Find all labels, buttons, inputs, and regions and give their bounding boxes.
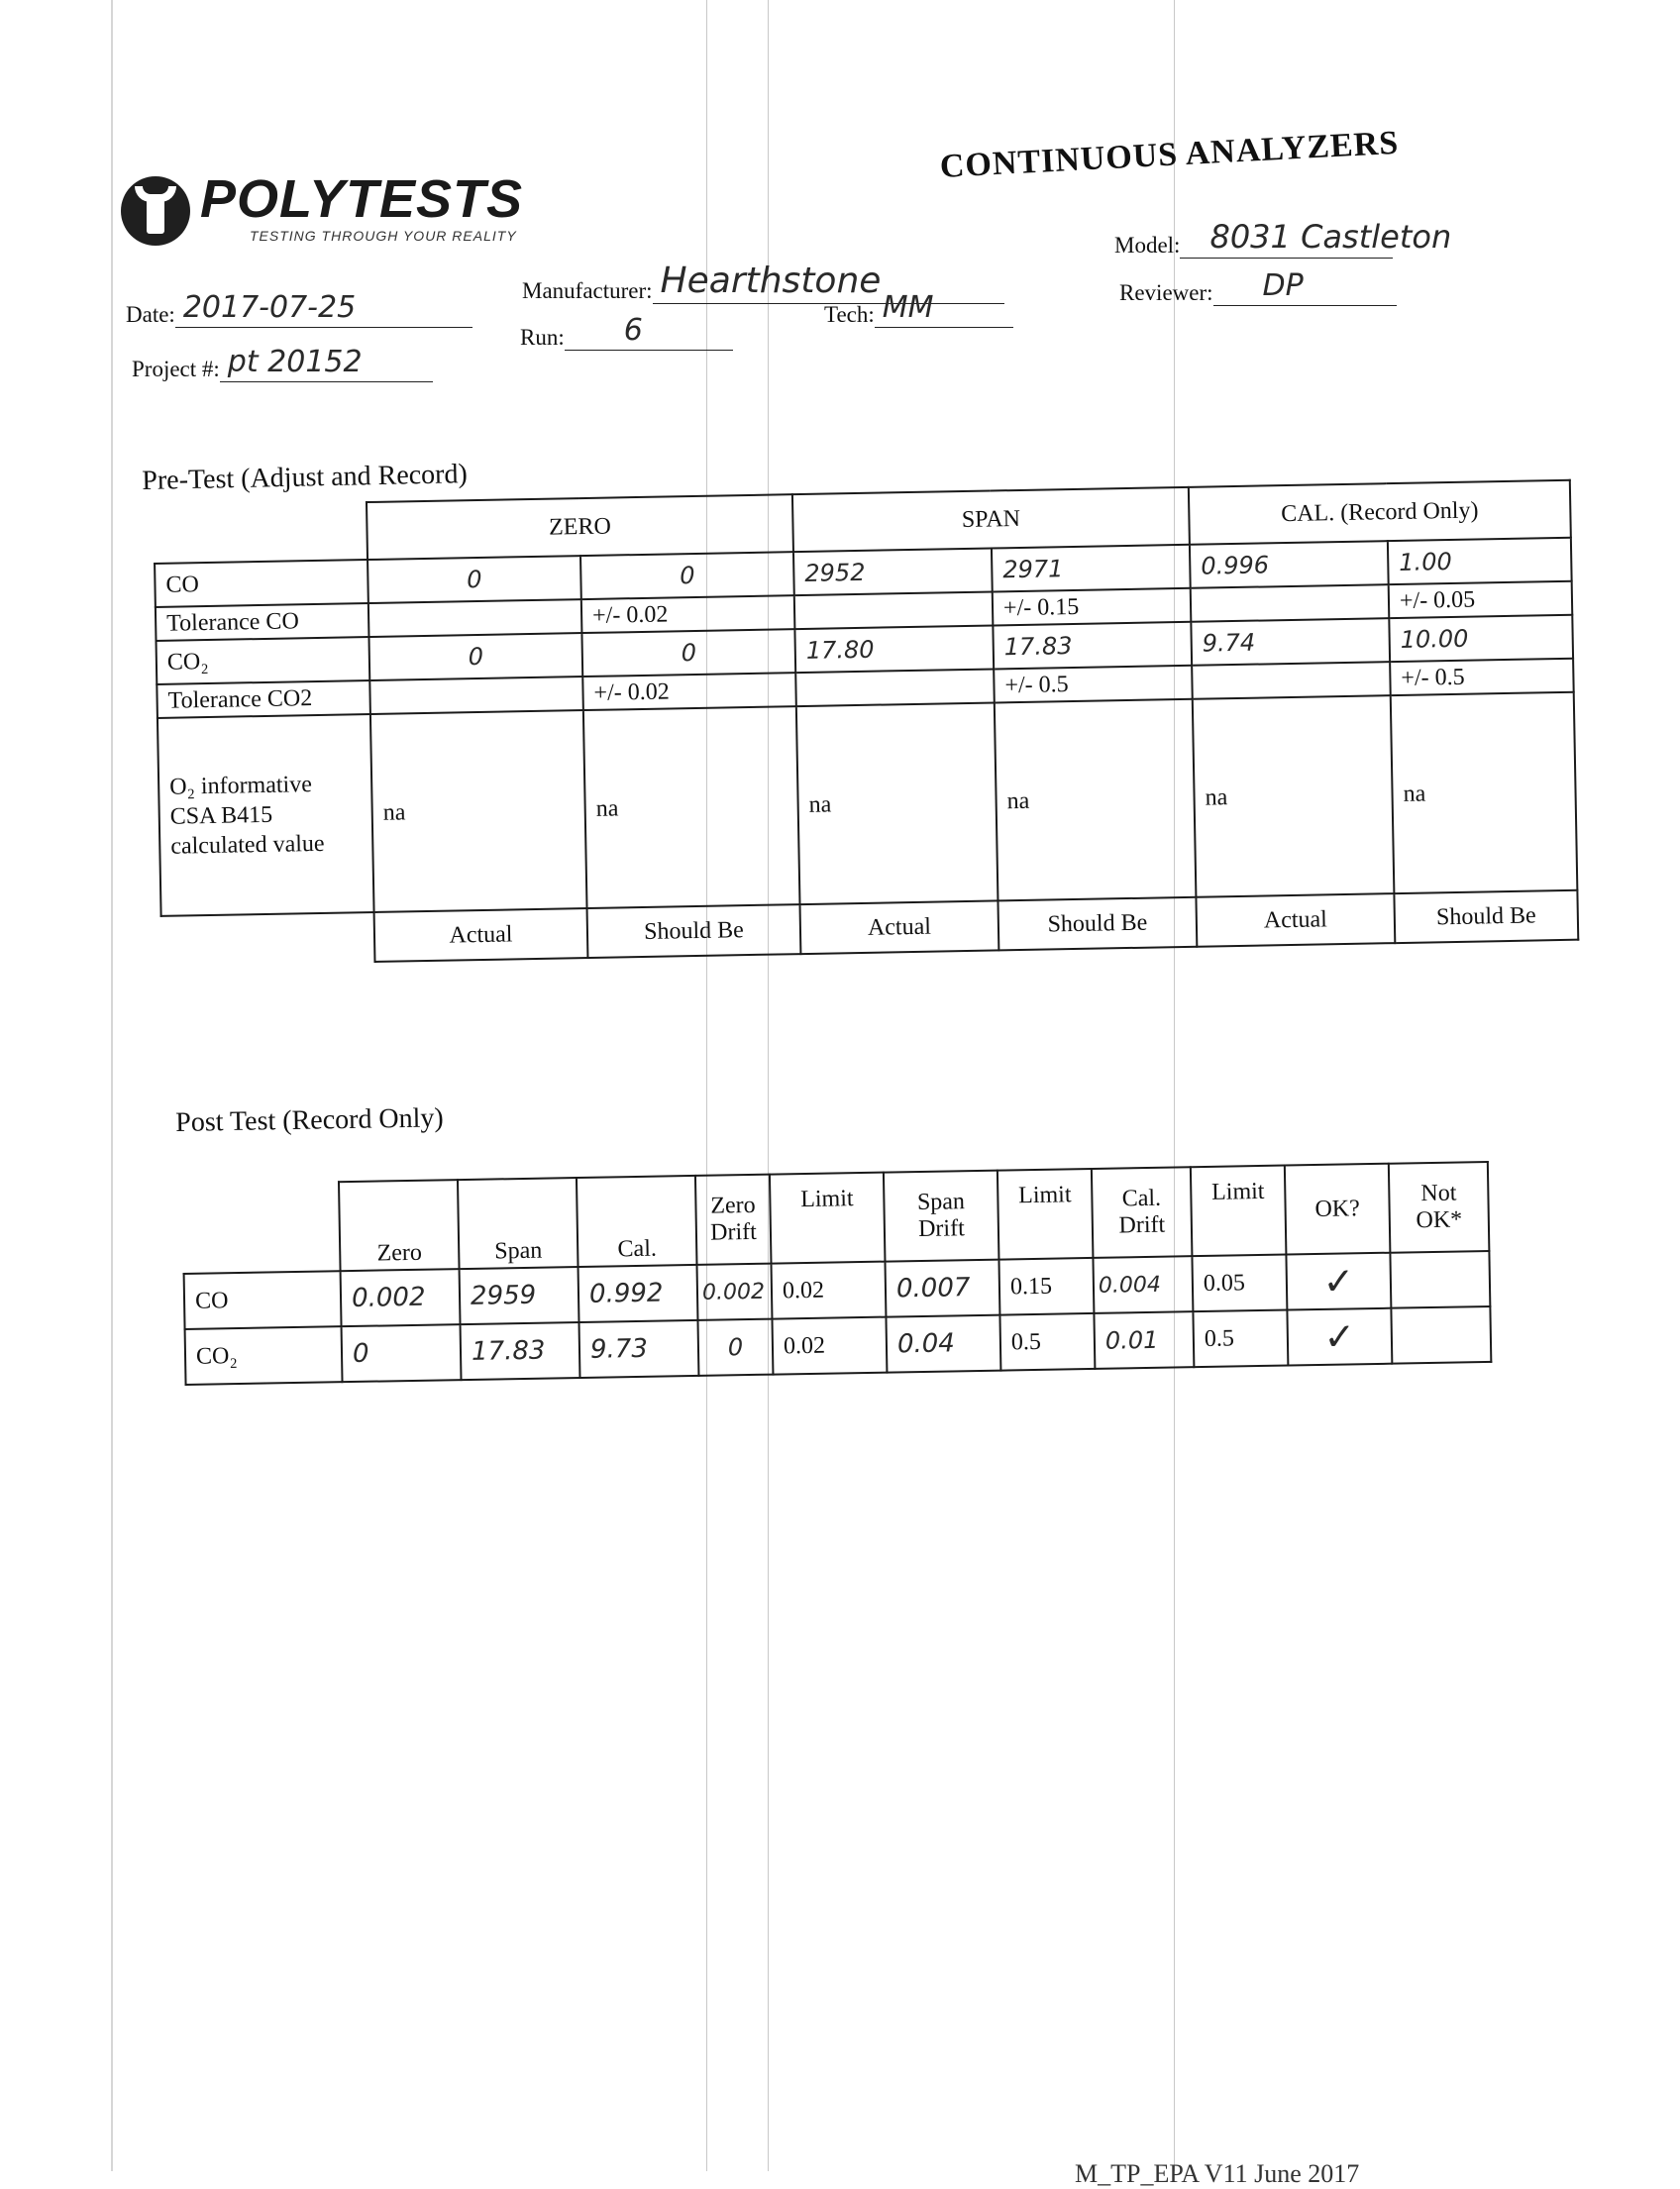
cell: 9.74 [1191,618,1390,666]
ok-checkmark: ✓ [1286,1253,1391,1310]
cell: 0.5 [999,1313,1095,1371]
cell: na [796,702,998,904]
col-header: OK? [1285,1164,1391,1255]
cell: 0 [581,629,795,677]
reviewer-field [1119,268,1397,306]
cell: +/- 0.15 [993,588,1192,626]
cell: 0 [342,1324,462,1382]
manufacturer-label: Manufacturer: [522,278,653,303]
col-header: Limit [770,1173,886,1264]
cell: +/- 0.5 [994,666,1193,703]
cell [369,677,583,714]
row-label: CO [184,1271,342,1329]
run-value: 6 [623,313,643,348]
tech-field [824,290,1013,328]
col-header: Span [458,1178,578,1269]
cell: 2952 [793,548,993,595]
logo-icon [121,176,190,246]
cell: 0.002 [697,1264,773,1320]
cell: 0 [368,556,581,603]
cell: +/- 0.02 [581,595,795,633]
cell [1390,1251,1490,1308]
cell: na [1193,695,1395,897]
table-row [158,692,1577,916]
cell: 0.5 [1193,1310,1288,1368]
manufacturer-value: Hearthstone [660,261,882,301]
cell [794,591,994,629]
cell: +/- 0.5 [1390,659,1574,695]
col-header: Not OK* [1389,1162,1490,1253]
cell: 0.04 [886,1315,1000,1373]
run-field [520,313,733,351]
run-label: Run: [520,325,565,350]
row-label: Tolerance CO2 [157,680,370,718]
date-value: 2017-07-25 [182,290,357,325]
cell [368,599,582,637]
cell: 1.00 [1388,538,1572,584]
cell: 0.15 [998,1258,1094,1315]
footer-actual: Actual [374,908,588,962]
footer-should-be: Should Be [998,897,1197,951]
col-header: Cal. Drift [1092,1167,1193,1258]
cell: 0.007 [885,1260,999,1317]
row-label: CO [155,560,368,607]
cell: 0 [368,633,582,680]
brand-name: POLYTESTS [200,169,524,229]
footer-actual: Actual [799,900,998,954]
col-header: Zero Drift [695,1175,772,1265]
project-label: Project #: [132,357,220,381]
cell: na [995,699,1197,901]
model-value: 8031 Castleton [1209,218,1452,256]
col-header: Zero [339,1180,460,1271]
cell: 0.01 [1094,1311,1194,1369]
cell: 0.004 [1093,1256,1193,1313]
row-label: Tolerance CO [156,603,369,641]
cell: 2959 [460,1267,579,1324]
tech-label: Tech: [824,302,875,327]
posttest-title: Post Test (Record Only) [175,1102,444,1138]
project-field [132,345,433,382]
cell: 0.02 [772,1317,887,1375]
cell: 17.83 [461,1322,580,1380]
project-value: pt 20152 [227,345,363,379]
cell: +/- 0.05 [1389,581,1573,618]
group-zero: ZERO [367,494,793,560]
cell: 0.992 [578,1265,698,1322]
group-span: SPAN [792,487,1190,552]
cell: 17.83 [993,622,1192,670]
footer-actual: Actual [1196,893,1395,947]
col-header: Limit [1191,1166,1287,1257]
cell: na [583,706,800,908]
pretest-title: Pre-Test (Adjust and Record) [142,459,469,496]
cell [1192,662,1391,699]
cell: na [370,710,587,912]
cell: 0 [580,552,794,599]
company-logo [121,168,547,258]
model-label: Model: [1114,233,1181,258]
pretest-table [153,479,1579,967]
form-version-footer: M_TP_EPA V11 June 2017 [1075,2159,1360,2188]
row-label: O₂ informative CSA B415 calculated value [158,714,374,916]
document-title: CONTINUOUS ANALYZERS [939,124,1401,185]
date-label: Date: [126,302,175,327]
row-label: CO₂ [185,1326,343,1385]
reviewer-value: DP [1262,268,1304,303]
cell: 0.002 [341,1269,461,1326]
footer-should-be: Should Be [587,904,801,958]
cell: 2971 [992,545,1191,592]
footer-should-be: Should Be [1394,890,1578,943]
cell: 10.00 [1389,615,1573,662]
date-field [126,290,472,328]
brand-tagline: TESTING THROUGH YOUR REALITY [250,228,517,244]
row-label: CO₂ [157,637,370,684]
cell: 0.996 [1190,541,1389,588]
cell: +/- 0.02 [582,673,796,710]
reviewer-label: Reviewer: [1119,280,1213,305]
posttest-table [181,1161,1492,1386]
cell [1191,584,1390,622]
cell: 0 [697,1319,773,1376]
cell [795,669,995,706]
model-field [1114,218,1452,259]
ok-checkmark: ✓ [1287,1308,1392,1366]
group-cal: CAL. (Record Only) [1189,480,1571,545]
col-header: Limit [998,1169,1094,1260]
cell: 17.80 [794,625,994,673]
cell: 0.02 [771,1262,886,1319]
scan-line [768,0,769,2171]
cell: 9.73 [579,1320,699,1378]
tech-value: MM [882,290,934,325]
cell: na [1391,692,1578,893]
page-edge [111,0,113,2171]
cell [1391,1306,1491,1364]
col-header: Cal. [577,1176,697,1267]
cell: 0.05 [1192,1255,1287,1312]
scan-line [1174,0,1175,2171]
col-header: Span Drift [884,1171,999,1262]
